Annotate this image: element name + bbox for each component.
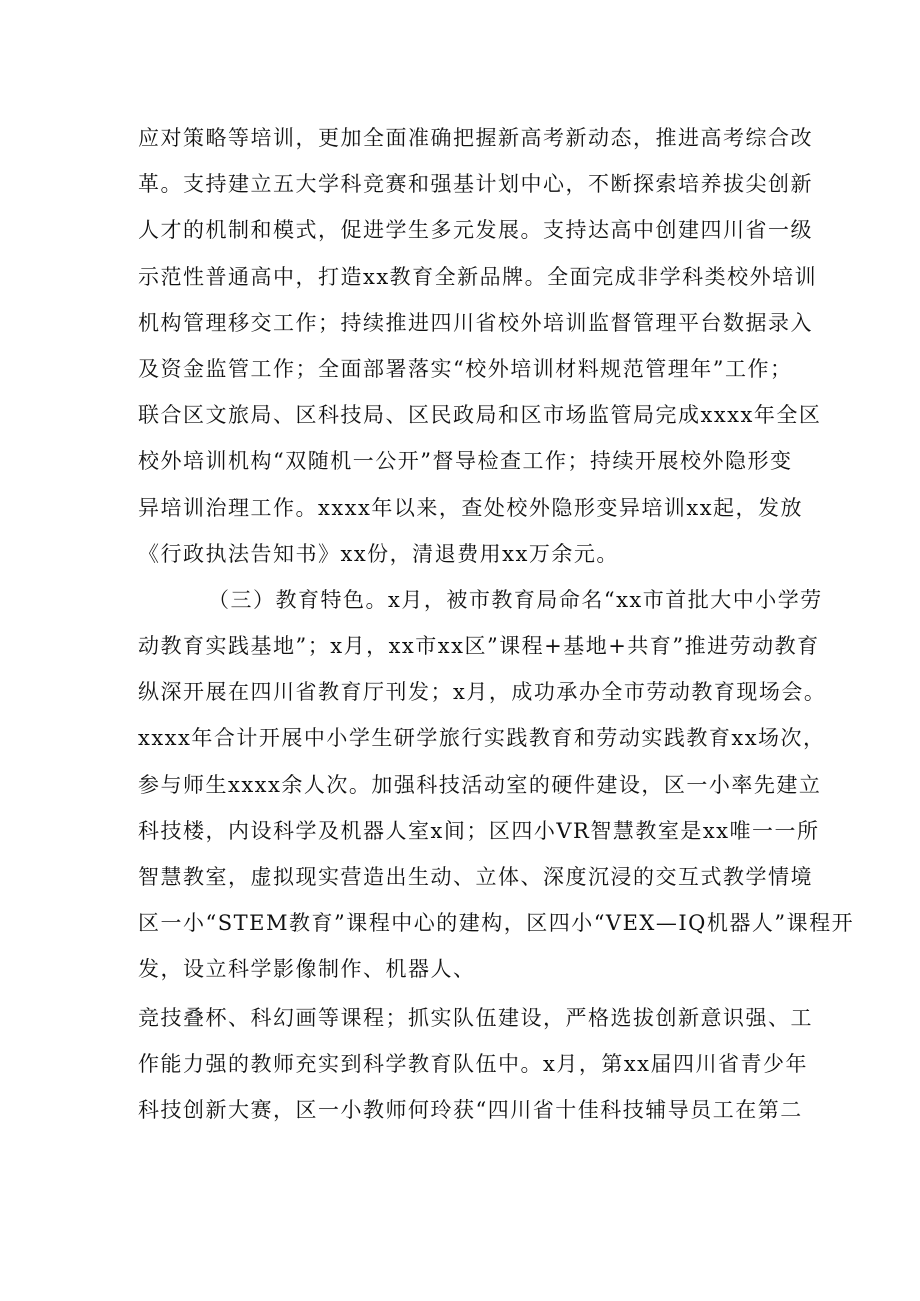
text-line: 发，设立科学影像制作、机器人、 (138, 957, 476, 982)
text-line: 科技创新大赛，区一小教师何玲获“四川省十佳科技辅导员工在第二 (138, 1097, 803, 1122)
text-line: 《行政执法告知书》xx份，清退费用xx万余元。 (138, 541, 619, 566)
text-line: 智慧教室，虚拟现实营造出生动、立体、深度沉浸的交互式教学情境 (138, 865, 813, 889)
text-line: 纵深开展在四川省教育厅刊发；x月，成功承办全市劳动教育现场会。 (138, 680, 827, 705)
text-line: 参与师生xxxx余人次。加强科技活动室的硬件建设，区一小率先建立 (138, 772, 822, 797)
text-line: 科技楼，内设科学及机器人室x间；区四小VR智慧教室是xx唯一一所 (138, 818, 820, 843)
text-line: 动教育实践基地”；x月，xx市xx区”课程+基地+共育”推进劳动教育 (138, 634, 820, 659)
text-line: 革。支持建立五大学科竞赛和强基计划中心，不断探索培养拔尖创新 (138, 172, 813, 197)
text-line: xxxx年合计开展中小学生研学旅行实践教育和劳动实践教育xx场次， (138, 726, 826, 751)
text-line: 竞技叠杯、科幻画等课程；抓实队伍建设，严格选拔创新意识强、工 (138, 1005, 813, 1030)
text-line: 人才的机制和模式，促进学生多元发展。支持达高中创建四川省一级 (138, 218, 813, 243)
text-line: 示范性普通高中，打造xx教育全新品牌。全面完成非学科类校外培训 (138, 264, 818, 289)
text-line: 区一小“STEM教育”课程中心的建构，区四小“VEX—IQ机器人”课程开 (138, 911, 855, 936)
text-line: 机构管理移交工作；持续推进四川省校外培训监督管理平台数据录入 (138, 310, 813, 335)
text-line: 应对策略等培训，更加全面准确把握新高考新动态，推进高考综合改 (138, 126, 813, 150)
text-line: 作能力强的教师充实到科学教育队伍中。x月，第xx届四川省青少年 (138, 1051, 809, 1076)
text-line: 异培训治理工作。xxxx年以来，查处校外隐形变异培训xx起，发放 (138, 495, 804, 520)
section-heading-line: （三）教育特色。x月，被市教育局命名“xx市首批大中小学劳 (208, 587, 823, 612)
document-body (138, 115, 855, 1133)
text-line: 及资金监管工作；全面部署落实“校外培训材料规范管理年”工作； (138, 356, 793, 381)
text-line: 联合区文旅局、区科技局、区民政局和区市场监管局完成xxxx年全区 (138, 403, 822, 428)
text-line: 校外培训机构“双随机一公开”督导检查工作；持续开展校外隐形变 (138, 449, 793, 474)
